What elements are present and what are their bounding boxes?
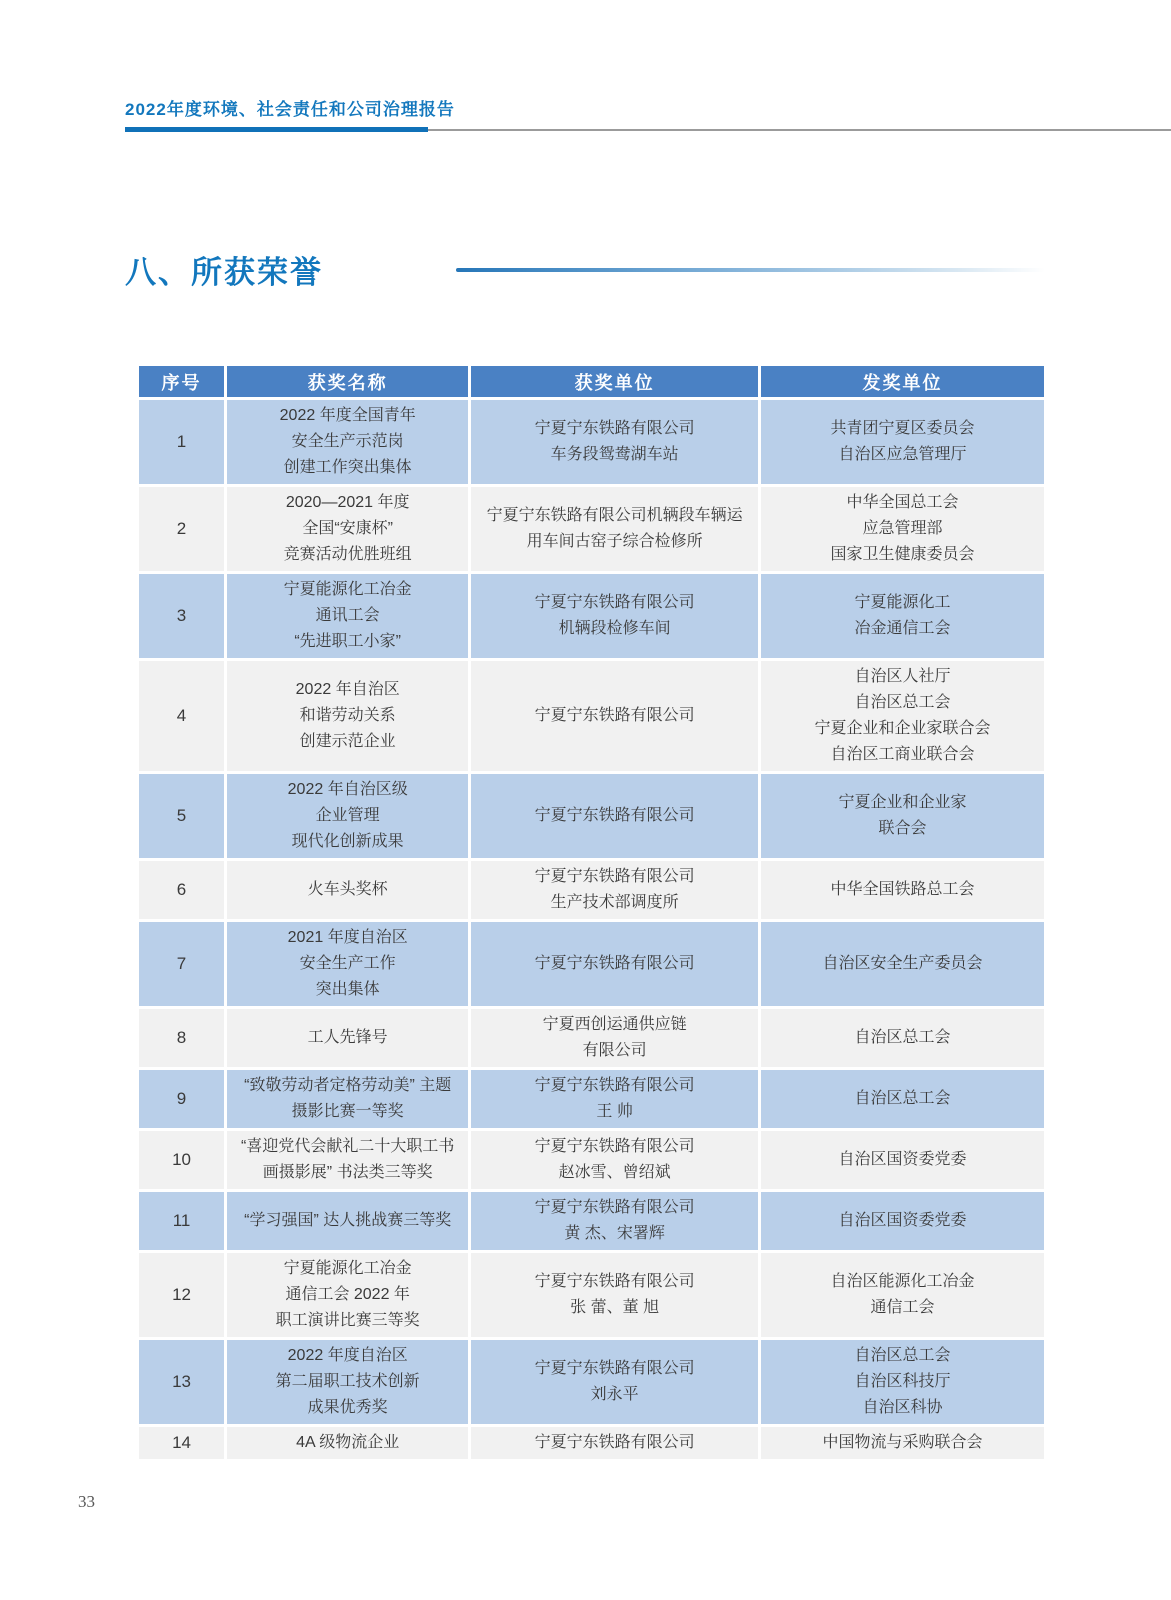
cell-line: 2022 年度全国青年: [279, 407, 416, 424]
cell-line: 自治区总工会: [854, 694, 951, 711]
issuer-unit-cell: [759, 486, 1045, 573]
cell-line: 2020—2021 年度: [285, 494, 410, 511]
table-row: [138, 1339, 1046, 1426]
table-row: [138, 860, 1046, 921]
recipient-unit-cell: [470, 1069, 760, 1130]
row-number-cell: [138, 1339, 226, 1426]
row-number-cell: [138, 1191, 226, 1252]
cell-line: 冶金通信工会: [854, 620, 951, 637]
award-name-cell: [226, 1426, 470, 1461]
cell-line: 自治区国资委党委: [838, 1212, 967, 1229]
row-number-cell: [138, 1130, 226, 1191]
row-number-cell: [138, 921, 226, 1008]
issuer-unit-cell: [759, 1069, 1045, 1130]
table-body: [138, 399, 1046, 1461]
cell-line: 中华全国铁路总工会: [830, 881, 975, 898]
cell-line: 成果优秀奖: [307, 1399, 388, 1416]
cell-line: “喜迎党代会献礼二十大职工书: [241, 1138, 455, 1155]
cell-line: 宁夏宁东铁路有限公司: [534, 1434, 695, 1451]
cell-line: 2022 年自治区级: [287, 781, 408, 798]
cell-line: 自治区能源化工冶金: [830, 1273, 975, 1290]
issuer-unit-cell: [759, 860, 1045, 921]
document-header: [125, 95, 1171, 132]
award-name-cell: [226, 773, 470, 860]
recipient-unit-cell: [470, 1426, 760, 1461]
recipient-unit-cell: [470, 921, 760, 1008]
cell-line: 创建工作突出集体: [283, 459, 412, 476]
cell-line: 6: [176, 880, 187, 899]
cell-line: 宁夏能源化工冶金: [283, 581, 412, 598]
cell-line: 宁夏西创运通供应链: [542, 1016, 687, 1033]
cell-line: 共青团宁夏区委员会: [830, 420, 975, 437]
issuer-unit-cell: [759, 921, 1045, 1008]
cell-line: 自治区总工会: [854, 1029, 951, 1046]
table-row: [138, 1252, 1046, 1339]
recipient-unit-cell: [470, 1252, 760, 1339]
cell-line: 黄 杰、宋署辉: [564, 1225, 665, 1242]
recipient-unit-cell: [470, 660, 760, 773]
cell-line: 自治区科协: [862, 1399, 943, 1416]
table-row: [138, 773, 1046, 860]
table-row: [138, 1069, 1046, 1130]
row-number-cell: [138, 1008, 226, 1069]
col-header-issuer-unit: 发奖单位: [759, 365, 1045, 399]
section-title-rule: [456, 268, 1045, 272]
cell-line: 10: [172, 1150, 191, 1169]
recipient-unit-cell: [470, 1008, 760, 1069]
cell-line: 车务段鸳鸯湖车站: [550, 446, 679, 463]
cell-line: 王 帅: [596, 1103, 633, 1120]
row-number-cell: [138, 773, 226, 860]
issuer-unit-cell: [759, 773, 1045, 860]
cell-line: 13: [172, 1372, 191, 1391]
cell-line: 8: [176, 1028, 187, 1047]
cell-line: 中国物流与采购联合会: [822, 1434, 983, 1451]
cell-line: 国家卫生健康委员会: [830, 546, 975, 563]
cell-line: 宁夏能源化工冶金: [283, 1260, 412, 1277]
cell-line: 和谐劳动关系: [299, 707, 396, 724]
cell-line: 通讯工会: [315, 607, 380, 624]
cell-line: “致敬劳动者定格劳动美” 主题: [244, 1077, 452, 1094]
issuer-unit-cell: [759, 660, 1045, 773]
section-title: 八、所获荣誉: [125, 255, 323, 290]
recipient-unit-cell: [470, 399, 760, 486]
section-heading: [125, 247, 1045, 292]
cell-line: 张 蕾、董 旭: [570, 1299, 660, 1316]
table-row: [138, 1008, 1046, 1069]
cell-line: 2: [176, 519, 187, 538]
cell-line: 画摄影展” 书法类三等奖: [262, 1164, 433, 1181]
cell-line: 宁夏能源化工: [854, 594, 951, 611]
cell-line: 宁夏宁东铁路有限公司: [534, 594, 695, 611]
row-number-cell: [138, 486, 226, 573]
recipient-unit-cell: [470, 1130, 760, 1191]
issuer-unit-cell: [759, 399, 1045, 486]
cell-line: 11: [172, 1211, 191, 1230]
issuer-unit-cell: [759, 1130, 1045, 1191]
recipient-unit-cell: [470, 1191, 760, 1252]
cell-line: 2022 年度自治区: [287, 1347, 408, 1364]
table-row: [138, 1426, 1046, 1461]
cell-line: 宁夏宁东铁路有限公司: [534, 1360, 695, 1377]
cell-line: 宁夏宁东铁路有限公司: [534, 1273, 695, 1290]
issuer-unit-cell: [759, 1426, 1045, 1461]
cell-line: 全国“安康杯”: [302, 520, 394, 537]
table-row: [138, 921, 1046, 1008]
cell-line: 竞赛活动优胜班组: [283, 546, 412, 563]
cell-line: 2021 年度自治区: [287, 929, 408, 946]
cell-line: 自治区安全生产委员会: [822, 955, 983, 972]
award-name-cell: [226, 860, 470, 921]
award-name-cell: [226, 1069, 470, 1130]
header-rule: [125, 127, 1171, 132]
cell-line: 宁夏宁东铁路有限公司: [534, 707, 695, 724]
cell-line: 企业管理: [315, 807, 380, 824]
row-number-cell: [138, 860, 226, 921]
cell-line: 宁夏宁东铁路有限公司: [534, 955, 695, 972]
issuer-unit-cell: [759, 1339, 1045, 1426]
table-row: [138, 399, 1046, 486]
cell-line: 7: [176, 954, 187, 973]
cell-line: 摄影比赛一等奖: [291, 1103, 404, 1120]
issuer-unit-cell: [759, 1252, 1045, 1339]
recipient-unit-cell: [470, 860, 760, 921]
cell-line: 宁夏企业和企业家联合会: [814, 720, 991, 737]
cell-line: 4: [176, 706, 187, 725]
table-row: [138, 1191, 1046, 1252]
award-name-cell: [226, 660, 470, 773]
cell-line: 安全生产工作: [299, 955, 396, 972]
cell-line: 3: [176, 606, 187, 625]
award-name-cell: [226, 1130, 470, 1191]
cell-line: 职工演讲比赛三等奖: [275, 1312, 420, 1329]
cell-line: 有限公司: [582, 1042, 647, 1059]
issuer-unit-cell: [759, 1191, 1045, 1252]
page-number: 33: [78, 1492, 95, 1511]
row-number-cell: [138, 1426, 226, 1461]
cell-line: 宁夏宁东铁路有限公司: [534, 420, 695, 437]
cell-line: “先进职工小家”: [294, 633, 402, 650]
cell-line: 自治区国资委党委: [838, 1151, 967, 1168]
award-name-cell: [226, 486, 470, 573]
cell-line: 机辆段检修车间: [558, 620, 671, 637]
cell-line: 现代化创新成果: [291, 833, 404, 850]
col-header-award-name: 获奖名称: [226, 365, 470, 399]
cell-line: 自治区工商业联合会: [830, 746, 975, 763]
cell-line: 应急管理部: [862, 520, 943, 537]
cell-line: 自治区科技厅: [854, 1373, 951, 1390]
honors-table: [136, 363, 1047, 1462]
award-name-cell: [226, 573, 470, 660]
issuer-unit-cell: [759, 573, 1045, 660]
col-header-recipient-unit: 获奖单位: [470, 365, 760, 399]
row-number-cell: [138, 1252, 226, 1339]
cell-line: 突出集体: [315, 981, 380, 998]
cell-line: “学习强国” 达人挑战赛三等奖: [244, 1212, 452, 1229]
cell-line: 第二届职工技术创新: [275, 1373, 420, 1390]
cell-line: 宁夏宁东铁路有限公司: [534, 1199, 695, 1216]
recipient-unit-cell: [470, 573, 760, 660]
cell-line: 安全生产示范岗: [291, 433, 404, 450]
cell-line: 创建示范企业: [299, 733, 396, 750]
cell-line: 用车间古窑子综合检修所: [526, 533, 703, 550]
cell-line: 自治区人社厅: [854, 668, 951, 685]
table-row: [138, 573, 1046, 660]
cell-line: 工人先锋号: [307, 1029, 388, 1046]
cell-line: 自治区应急管理厅: [838, 446, 967, 463]
cell-line: 自治区总工会: [854, 1090, 951, 1107]
cell-line: 5: [176, 806, 187, 825]
cell-line: 通信工会 2022 年: [285, 1286, 410, 1303]
award-name-cell: [226, 1008, 470, 1069]
row-number-cell: [138, 573, 226, 660]
cell-line: 宁夏宁东铁路有限公司机辆段车辆运: [486, 507, 743, 524]
table-row: [138, 660, 1046, 773]
row-number-cell: [138, 1069, 226, 1130]
table-row: [138, 486, 1046, 573]
cell-line: 生产技术部调度所: [550, 894, 679, 911]
cell-line: 12: [172, 1285, 191, 1304]
recipient-unit-cell: [470, 486, 760, 573]
award-name-cell: [226, 1339, 470, 1426]
cell-line: 赵冰雪、曾绍斌: [558, 1164, 671, 1181]
header-rule-gray-segment: [428, 129, 1171, 131]
cell-line: 2022 年自治区: [295, 681, 400, 698]
cell-line: 宁夏宁东铁路有限公司: [534, 1077, 695, 1094]
cell-line: 刘永平: [590, 1386, 639, 1403]
cell-line: 火车头奖杯: [307, 881, 388, 898]
col-header-index: 序号: [138, 365, 226, 399]
issuer-unit-cell: [759, 1008, 1045, 1069]
row-number-cell: [138, 660, 226, 773]
award-name-cell: [226, 1252, 470, 1339]
cell-line: 4A 级物流企业: [296, 1434, 400, 1451]
cell-line: 宁夏宁东铁路有限公司: [534, 868, 695, 885]
cell-line: 宁夏企业和企业家: [838, 794, 967, 811]
cell-line: 宁夏宁东铁路有限公司: [534, 1138, 695, 1155]
header-rule-blue-segment: [125, 127, 428, 132]
cell-line: 14: [172, 1433, 191, 1452]
award-name-cell: [226, 1191, 470, 1252]
cell-line: 宁夏宁东铁路有限公司: [534, 807, 695, 824]
cell-line: 联合会: [878, 820, 927, 837]
cell-line: 1: [176, 432, 187, 451]
table-row: [138, 1130, 1046, 1191]
award-name-cell: [226, 921, 470, 1008]
row-number-cell: [138, 399, 226, 486]
table-header-row: [138, 365, 1046, 399]
report-title: 2022年度环境、社会责任和公司治理报告: [125, 100, 455, 119]
cell-line: 9: [176, 1089, 187, 1108]
cell-line: 自治区总工会: [854, 1347, 951, 1364]
recipient-unit-cell: [470, 773, 760, 860]
cell-line: 中华全国总工会: [846, 494, 959, 511]
recipient-unit-cell: [470, 1339, 760, 1426]
award-name-cell: [226, 399, 470, 486]
cell-line: 通信工会: [870, 1299, 935, 1316]
